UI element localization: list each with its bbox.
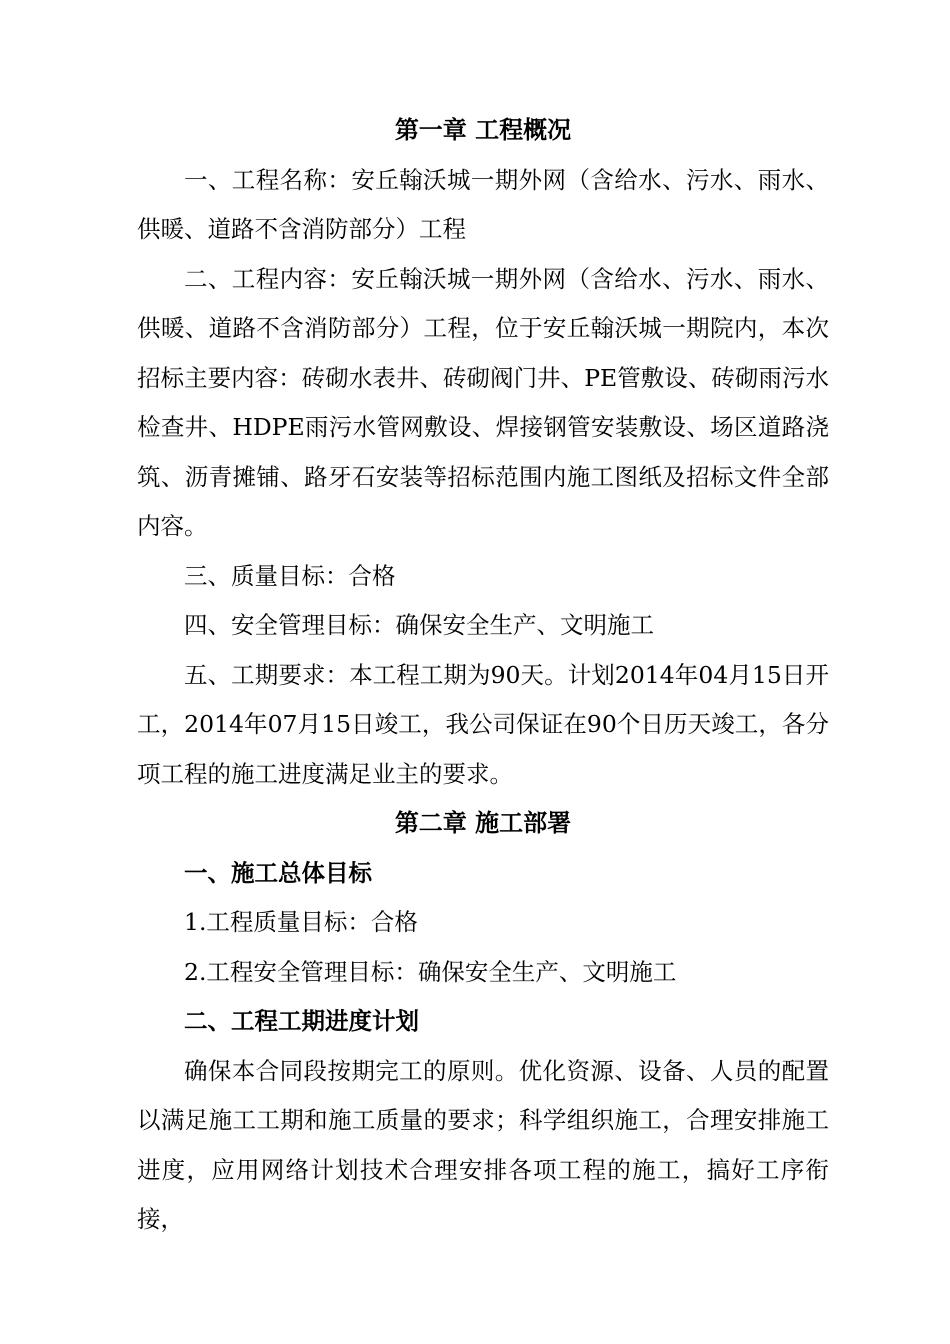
document-body: [137, 106, 829, 1245]
project-content-paragraph: 二、工程内容：安丘翰沃城一期外网（含给水、污水、雨水、供暖、道路不含消防部分）工程，位于安丘翰沃城一期院内，本次招标主要内容：砖砌水表井、砖砌阀门井、PE管敷设、砖砌雨污水检查井、HDPE雨污水管网敷设、焊接钢管安装敷设、场区道路浇筑、沥青摊铺、路牙石安装等招标范围内施工图纸及招标文件全部内容。: [137, 264, 829, 540]
quality-target-paragraph: 三、质量目标：合格: [184, 561, 396, 590]
overall-target-heading: 一、施工总体目标: [184, 858, 372, 887]
project-name-paragraph: 一、工程名称：安丘翰沃城一期外网（含给水、污水、雨水、供暖、道路不含消防部分）工程: [137, 165, 829, 243]
safety-goal-item: 2.工程安全管理目标：确保安全生产、文明施工: [184, 957, 677, 986]
safety-target-paragraph: 四、安全管理目标：确保安全生产、文明施工: [184, 611, 654, 639]
schedule-plan-paragraph: 确保本合同段按期完工的原则。优化资源、设备、人员的配置以满足施工工期和施工质量的要求；科学组织施工，合理安排施工进度，应用网络计划技术合理安排各项工程的施工，搞好工序衔接，: [137, 1056, 829, 1233]
quality-goal-item: 1.工程质量目标：合格: [184, 908, 418, 936]
chapter2-title: 第二章 施工部署: [394, 809, 572, 837]
schedule-paragraph: 五、工期要求：本工程工期为90天。计划2014年04月15日开工，2014年07月15日竣工，我公司保证在90个日历天竣工，各分项工程的施工进度满足业主的要求。: [137, 660, 829, 788]
schedule-plan-heading: 二、工程工期进度计划: [184, 1007, 419, 1035]
chapter1-title: 第一章 工程概况: [394, 116, 572, 144]
